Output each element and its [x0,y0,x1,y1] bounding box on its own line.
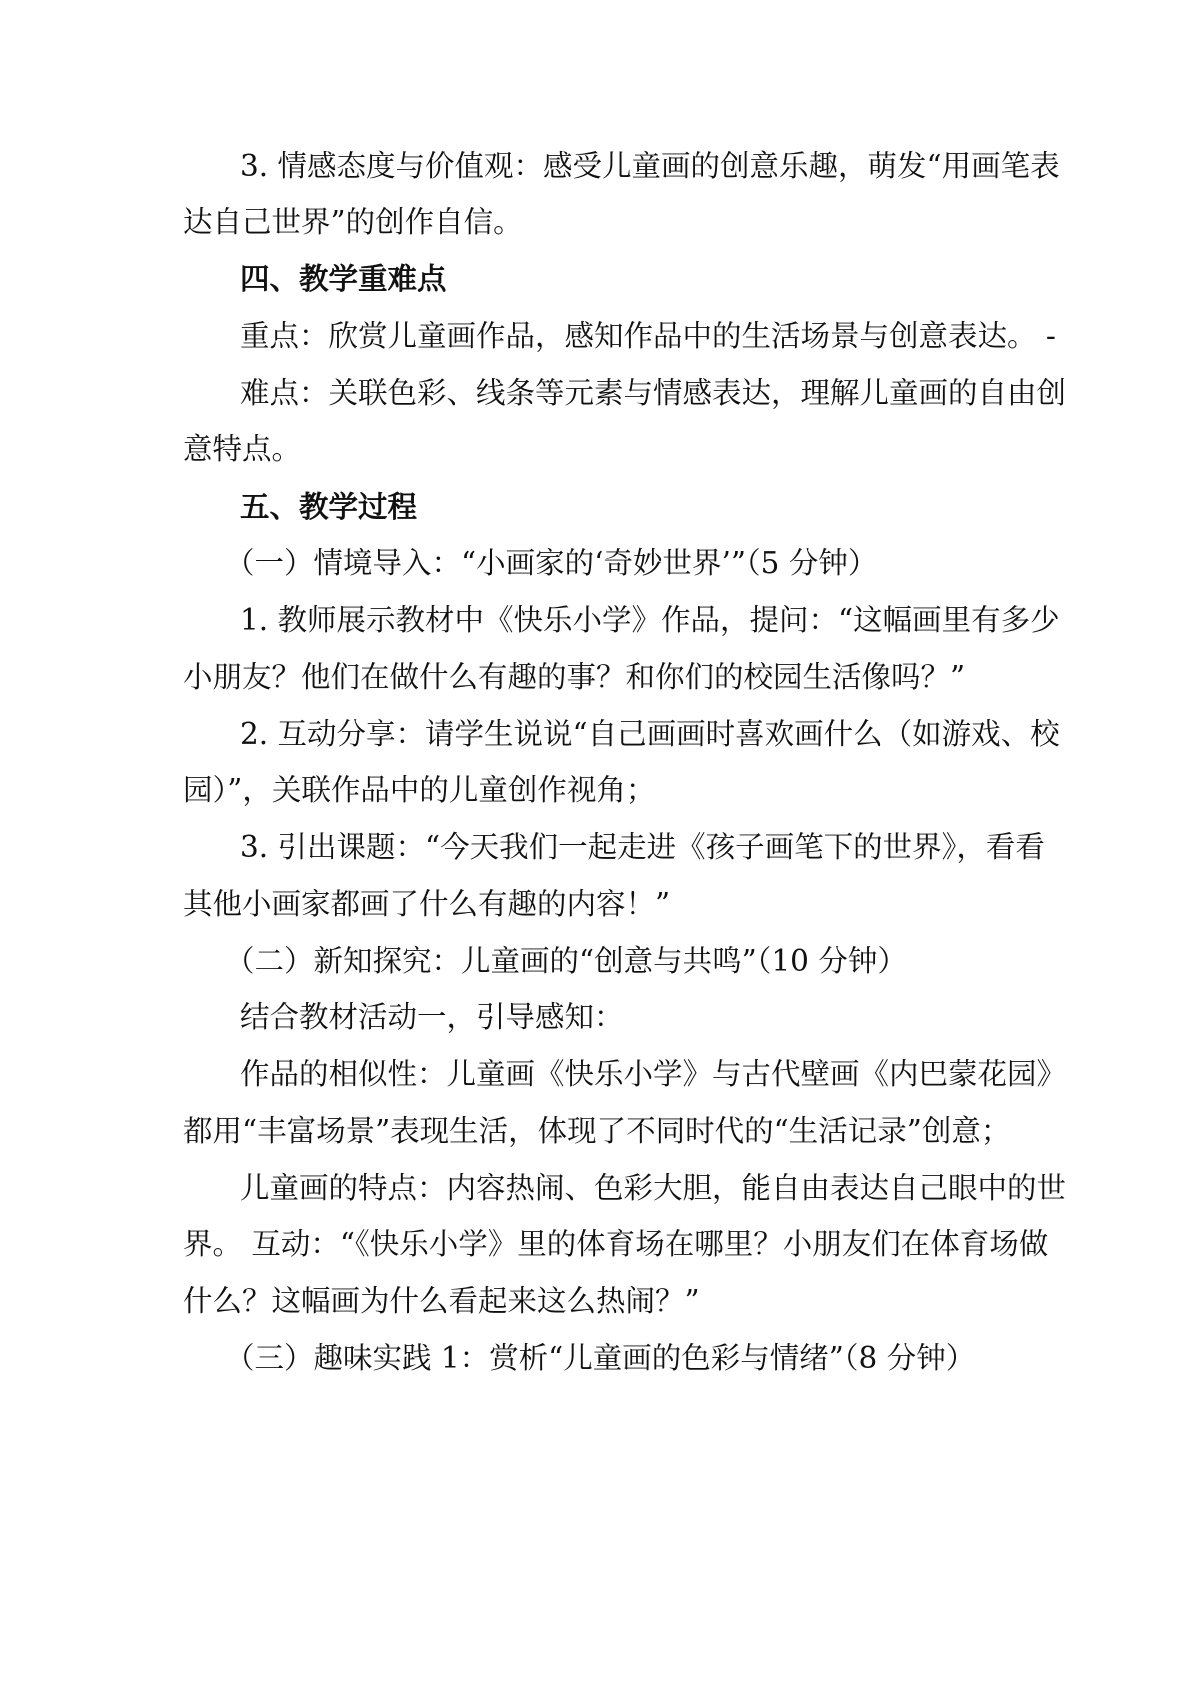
paragraph-line-step-2: 2. 互动分享：请学生说说“自己画画时喜欢画什么（如游戏、校 [240,717,1060,751]
paragraph-line-features: 儿童画的特点：内容热闹、色彩大胆，能自由表达自己眼中的世 [240,1171,1067,1205]
paragraph-line-similarity-cont: 都用“丰富场景”表现生活，体现了不同时代的“生活记录”创意； [183,1114,1011,1148]
paragraph-line-step-2-cont: 园）”，关联作品中的儿童创作视角； [183,773,656,807]
paragraph-line-features-cont: 界。 互动：“《快乐小学》里的体育场在哪里？小朋友们在体育场做 [183,1227,1049,1261]
paragraph-line-step-1-cont: 小朋友？他们在做什么有趣的事？和你们的校园生活像吗？” [183,660,966,694]
paragraph-line-goal-3: 3. 情感态度与价值观：感受儿童画的创意乐趣，萌发“用画笔表 [240,149,1060,183]
paragraph-line-goal-3-cont: 达自己世界”的创作自信。 [183,205,523,239]
paragraph-line-step-3: 3. 引出课题：“今天我们一起走进《孩子画笔下的世界》，看看 [240,830,1045,864]
section-heading-process: 五、教学过程 [240,489,418,524]
subsection-heading-explore: （二）新知探究：儿童画的“创意与共鸣”（10 分钟） [225,944,907,978]
paragraph-line-activity: 结合教材活动一，引导感知： [240,1000,624,1034]
paragraph-line-similarity: 作品的相似性：儿童画《快乐小学》与古代壁画《内巴蒙花园》 [240,1057,1067,1091]
paragraph-line-difficulty-cont: 意特点。 [183,432,302,466]
paragraph-line-step-3-cont: 其他小画家都画了什么有趣的内容！” [183,887,671,921]
paragraph-line-difficulty: 难点：关联色彩、线条等元素与情感表达，理解儿童画的自由创 [240,376,1067,410]
paragraph-line-key-point: 重点：欣赏儿童画作品，感知作品中的生活场景与创意表达。 - [240,319,1056,353]
subsection-heading-intro: （一）情境导入：“小画家的‘奇妙世界’”（5 分钟） [225,546,878,580]
paragraph-line-step-1: 1. 教师展示教材中《快乐小学》作品，提问：“这幅画里有多少 [240,603,1060,637]
paragraph-line-features-end: 什么？这幅画为什么看起来这么热闹？” [183,1284,700,1318]
subsection-heading-practice: （三）趣味实践 1：赏析“儿童画的色彩与情绪”（8 分钟） [225,1341,976,1375]
section-heading-key-points: 四、教学重难点 [240,261,447,296]
